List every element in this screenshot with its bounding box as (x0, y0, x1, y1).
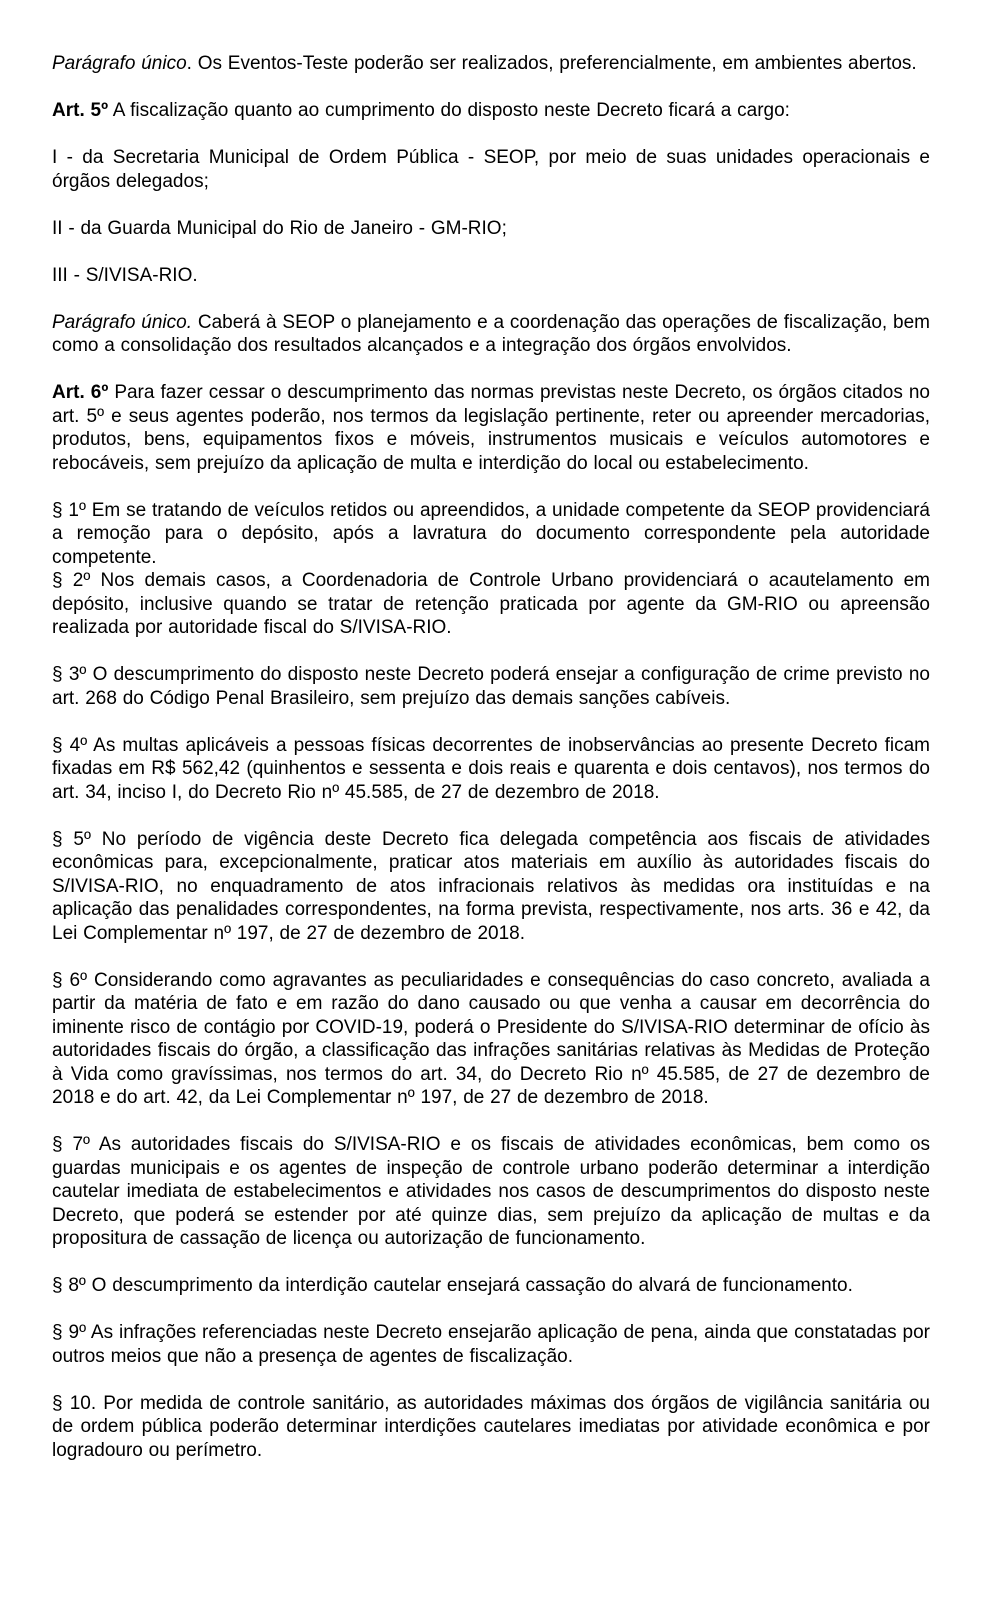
text-run-normal: § 4º As multas aplicáveis a pessoas físicas decorrentes de inobservâncias ao presente Decreto ficam fixadas em R$ 562,42 (quinhentos e sessenta e dois reais e quarenta e dois centavos), nos termos do art. 34, inciso I, do Decreto Rio nº 45.585, de 27 de dezembro de 2018. (52, 734, 930, 803)
art-5-inciso-i (52, 146, 930, 193)
text-run-normal: III - S/IVISA-RIO. (52, 264, 198, 286)
text-run-normal: § 7º As autoridades fiscais do S/IVISA-RIO e os fiscais de atividades econômicas, bem como os guardas municipais e os agentes de inspeção de controle urbano poderão determinar a interdição cautelar imediata de estabelecimentos e atividades nos casos de descumprimentos do disposto neste Decreto, que poderá se estender por até quinze dias, sem prejuízo da aplicação de multas e da propositura de cassação de licença ou autorização de funcionamento. (52, 1134, 930, 1249)
text-run-normal: § 9º As infrações referenciadas neste Decreto ensejarão aplicação de pena, ainda que constatadas por outros meios que não a presença de agentes de fiscalização. (52, 1322, 930, 1367)
document-body (52, 52, 930, 1462)
art-6-paragrafo-5 (52, 828, 930, 946)
art-6-paragrafo-4 (52, 734, 930, 805)
text-run-normal: II - da Guarda Municipal do Rio de Janeiro - GM-RIO; (52, 217, 507, 239)
art-5-caput (52, 99, 930, 123)
art-6-paragrafo-3 (52, 663, 930, 710)
text-run-normal: § 6º Considerando como agravantes as peculiaridades e consequências do caso concreto, avaliada a partir da matéria de fato e em razão do dano causado ou que venha a causar em decorrência do iminente risco de contágio por COVID-19, poderá o Presidente do S/IVISA-RIO determinar de ofício às autoridades fiscais do órgão, a classificação das infrações sanitárias relativas às Medidas de Proteção à Vida como gravíssimas, nos termos do art. 34, do Decreto Rio nº 45.585, de 27 de dezembro de 2018 e do art. 42, da Lei Complementar nº 197, de 27 de dezembro de 2018. (52, 969, 930, 1108)
art-6-paragrafo-10 (52, 1392, 930, 1463)
art-5-inciso-ii (52, 217, 930, 241)
text-run-bold: Art. 6º (52, 382, 109, 403)
text-run-normal: § 8º O descumprimento da interdição cautelar ensejará cassação do alvará de funcionamento. (52, 1275, 853, 1296)
text-run-normal: I - da Secretaria Municipal de Ordem Pública - SEOP, por meio de suas unidades operacionais e órgãos delegados; (52, 147, 930, 192)
art-6-paragrafo-7 (52, 1133, 930, 1251)
art-6-paragrafo-9 (52, 1321, 930, 1368)
text-run-bold: Art. 5º (52, 100, 109, 121)
text-run-normal: A fiscalização quanto ao cumprimento do disposto neste Decreto ficará a cargo: (108, 100, 790, 121)
art-6-paragrafo-8 (52, 1274, 930, 1298)
text-run-normal: Caberá à SEOP o planejamento e a coordenação das operações de fiscalização, bem como a consolidação dos resultados alcançados e a integração dos órgãos envolvidos. (52, 311, 930, 356)
text-run-italic: Parágrafo único. (52, 311, 192, 333)
art-6-paragrafo-6 (52, 969, 930, 1110)
text-run-normal: § 10. Por medida de controle sanitário, as autoridades máximas dos órgãos de vigilância sanitária ou de ordem pública poderão determinar interdições cautelares imediatas por atividade econômica e por logradouro ou perímetro. (52, 1392, 930, 1461)
art-5-inciso-iii (52, 264, 930, 288)
art-6-paragrafo-2 (52, 569, 930, 640)
art-6-paragrafo-1 (52, 499, 930, 570)
art-5-paragrafo-unico (52, 311, 930, 358)
text-run-normal: § 3º O descumprimento do disposto neste Decreto poderá ensejar a configuração de crime previsto no art. 268 do Código Penal Brasileiro, sem prejuízo das demais sanções cabíveis. (52, 664, 930, 709)
art-6-caput (52, 381, 930, 475)
text-run-normal: Para fazer cessar o descumprimento das normas previstas neste Decreto, os órgãos citados no art. 5º e seus agentes poderão, nos termos da legislação pertinente, reter ou apreender mercadorias, produtos, bens, equipamentos fixos e móveis, instrumentos musicais e veículos automotores e rebocáveis, sem prejuízo da aplicação de multa e interdição do local ou estabelecimento. (52, 382, 930, 474)
text-run-normal: . Os Eventos-Teste poderão ser realizados, preferencialmente, em ambientes abertos. (186, 53, 917, 74)
paragrafo-unico-eventos-teste (52, 52, 930, 76)
text-run-normal: § 1º Em se tratando de veículos retidos ou apreendidos, a unidade competente da SEOP providenciará a remoção para o depósito, após a lavratura do documento correspondente pela autoridade competente. (52, 499, 930, 568)
text-run-normal: § 5º No período de vigência deste Decreto fica delegada competência aos fiscais de atividades econômicas para, excepcionalmente, praticar atos materiais em auxílio às autoridades fiscais do S/IVISA-RIO, no enquadramento de atos infracionais relativos às medidas ora instituídas e na aplicação das penalidades correspondentes, na forma prevista, respectivamente, nos arts. 36 e 42, da Lei Complementar nº 197, de 27 de dezembro de 2018. (52, 828, 930, 944)
text-run-italic: Parágrafo único (52, 53, 187, 74)
text-run-normal: § 2º Nos demais casos, a Coordenadoria de Controle Urbano providenciará o acautelamento em depósito, inclusive quando se tratar de retenção praticada por agente da GM-RIO ou apreensão realizada por autoridade fiscal do S/IVISA-RIO. (52, 570, 930, 638)
